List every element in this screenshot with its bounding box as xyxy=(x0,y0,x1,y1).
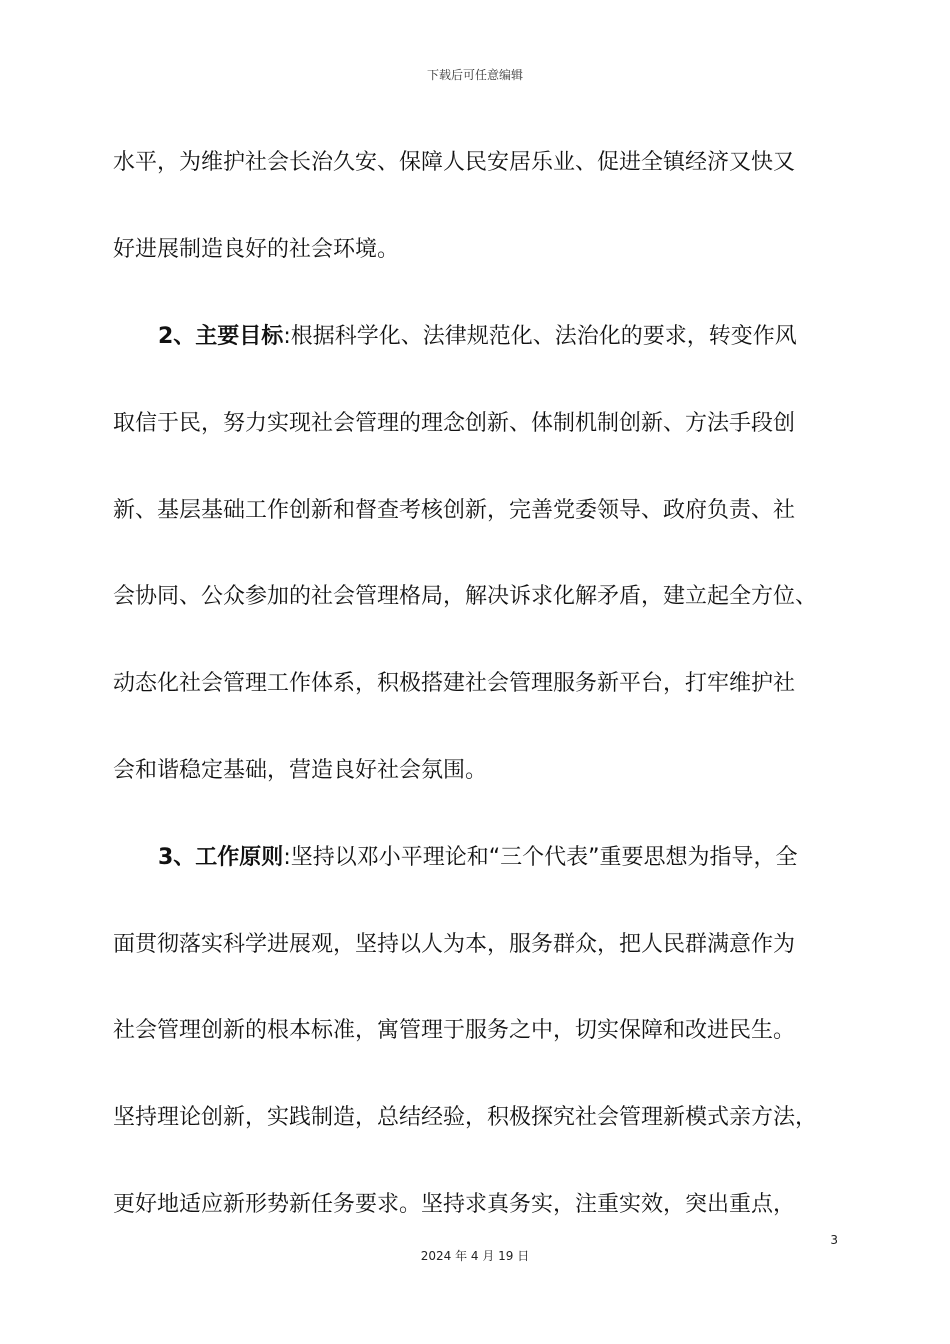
body-line: 更好地适应新形势新任务要求。坚持求真务实，注重实效，突出重点， xyxy=(113,1192,796,1217)
page-footer-date: 2024 年 4 月 19 日 xyxy=(420,1249,530,1263)
section-heading: 2、主要目标 xyxy=(158,324,284,349)
page-header: 下载后可任意编辑 xyxy=(426,68,523,82)
body-line: 会和谐稳定基础，营造良好社会氛围。 xyxy=(113,758,488,783)
body-line: 坚持理论创新，实践制造，总结经验，积极探究社会管理新模式亲方法， xyxy=(113,1105,818,1130)
body-line: 取信于民，努力实现社会管理的理念创新、体制机制创新、方法手段创 xyxy=(113,411,796,436)
body-line: 好进展制造良好的社会环境。 xyxy=(113,237,400,262)
section-heading: 3、工作原则 xyxy=(158,845,284,870)
body-line: 水平，为维护社会长治久安、保障人民安居乐业、促进全镇经济又快又 xyxy=(113,150,796,175)
body-line: 动态化社会管理工作体系，积极搭建社会管理服务新平台，打牢维护社 xyxy=(113,671,796,696)
page-number: 3 xyxy=(830,1233,838,1247)
section-text: :坚持以邓小平理论和“三个代表”重要思想为指导，全 xyxy=(283,845,798,870)
section-principle xyxy=(158,843,893,873)
section-text: :根据科学化、法律规范化、法治化的要求，转变作风 xyxy=(283,324,797,349)
body-line: 社会管理创新的根本标准，寓管理于服务之中，切实保障和改进民生。 xyxy=(113,1018,796,1043)
body-line: 面贯彻落实科学进展观，坚持以人为本，服务群众，把人民群满意作为 xyxy=(113,932,796,957)
section-goal xyxy=(158,322,893,352)
body-line: 新、基层基础工作创新和督查考核创新，完善党委领导、政府负责、社 xyxy=(113,498,796,523)
body-line: 会协同、公众参加的社会管理格局，解决诉求化解矛盾，建立起全方位、 xyxy=(113,584,818,609)
